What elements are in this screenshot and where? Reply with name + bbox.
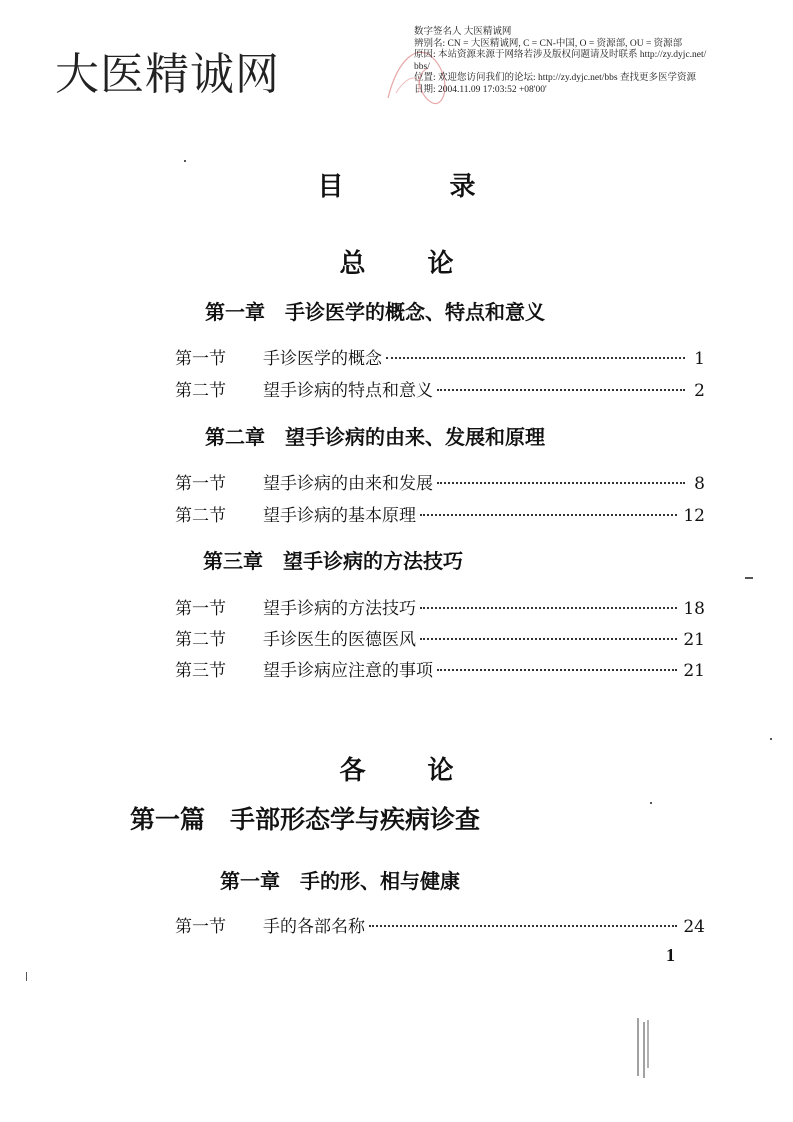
site-logo-text: 大医精诚网 — [55, 49, 280, 100]
section-number: 第一节 — [175, 474, 226, 494]
signature-line: 位置: 欢迎您访问我们的论坛: http://zy.dyjc.net/bbs 查找更多医学资源 — [414, 73, 696, 83]
section-title: 手诊医学的概念 — [263, 349, 382, 369]
toc-title: 目 录 — [317, 172, 516, 202]
signature-line: 原因: 本站资源来源于网络若涉及版权问题请及时联系 http://zy.dyjc.net/ — [414, 50, 707, 60]
section-title: 手诊医生的医德医风 — [263, 630, 416, 650]
chapter-heading: 第二章 望手诊病的由来、发展和原理 — [205, 425, 545, 449]
part-general-heading: 总 论 — [339, 249, 472, 279]
signature-line: 数字签名人 大医精诚网 — [414, 27, 512, 37]
part-specific-heading: 各 论 — [339, 756, 472, 786]
toc-entry[interactable] — [175, 912, 705, 936]
section-number: 第一节 — [175, 349, 226, 369]
page-ref: 21 — [683, 661, 705, 681]
section-number: 第二节 — [175, 381, 226, 401]
page-ref: 21 — [683, 630, 705, 650]
chapter-heading: 第一章 手诊医学的概念、特点和意义 — [205, 300, 545, 324]
section-title: 望手诊病的基本原理 — [263, 506, 416, 526]
section-title: 望手诊病的方法技巧 — [263, 599, 416, 619]
dot-leader — [437, 388, 685, 391]
section-title: 望手诊病的特点和意义 — [263, 381, 433, 401]
digital-signature-block — [414, 27, 784, 96]
signature-line: 辨别名: CN = 大医精诚网, C = CN-中国, O = 资源部, OU = 资源部 — [414, 38, 683, 49]
page-ref: 8 — [694, 474, 705, 494]
page-ref: 24 — [683, 917, 705, 937]
toc-entry[interactable] — [175, 656, 705, 680]
section-number: 第二节 — [175, 506, 226, 526]
section-number: 第一节 — [175, 599, 226, 619]
page-ref: 1 — [694, 349, 705, 369]
page-ref: 18 — [683, 599, 705, 619]
signature-line: 日期: 2004.11.09 17:03:52 +08'00' — [414, 84, 547, 95]
section-title: 手的各部名称 — [263, 917, 365, 937]
toc-entry[interactable] — [175, 625, 705, 649]
dot-leader — [386, 356, 685, 359]
book-part-heading: 第一篇 手部形态学与疾病诊查 — [130, 805, 481, 834]
toc-entry[interactable] — [175, 469, 705, 493]
dot-leader — [437, 668, 677, 671]
signature-line: bbs/ — [414, 61, 430, 72]
dot-leader — [437, 481, 685, 484]
section-title: 望手诊病应注意的事项 — [263, 661, 433, 681]
dot-leader — [420, 606, 677, 609]
page-ref: 2 — [694, 381, 705, 401]
section-number: 第一节 — [175, 917, 226, 937]
toc-entry[interactable] — [175, 344, 705, 368]
toc-entry[interactable] — [175, 501, 705, 525]
scan-speck — [26, 972, 27, 981]
scan-speck — [770, 738, 772, 740]
toc-entry[interactable] — [175, 594, 705, 618]
section-number: 第二节 — [175, 630, 226, 650]
scan-artifact-lines — [636, 1018, 650, 1078]
page-number: 1 — [666, 945, 675, 965]
section-number: 第三节 — [175, 661, 226, 681]
scan-speck — [745, 577, 753, 579]
dot-leader — [420, 637, 677, 640]
scan-speck — [650, 802, 652, 804]
chapter-heading: 第一章 手的形、相与健康 — [220, 869, 460, 893]
chapter-heading: 第三章 望手诊病的方法技巧 — [203, 549, 463, 573]
page-ref: 12 — [683, 506, 705, 526]
toc-entry[interactable] — [175, 376, 705, 400]
dot-leader — [369, 924, 677, 927]
section-title: 望手诊病的由来和发展 — [263, 474, 433, 494]
scan-speck — [184, 160, 186, 162]
dot-leader — [420, 513, 677, 516]
